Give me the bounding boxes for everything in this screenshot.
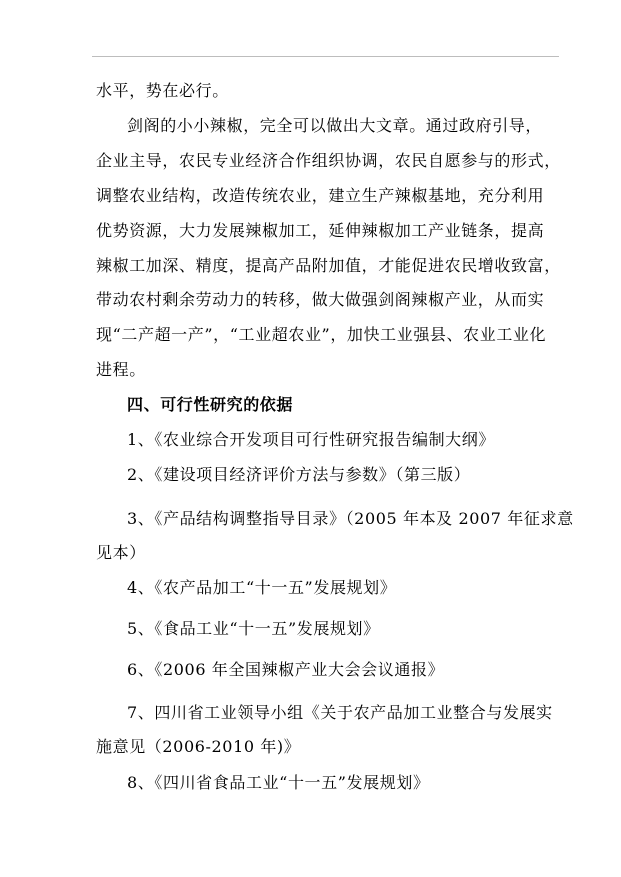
- reference-item-3: 3、《产品结构调整指导目录》（2005 年本及 2007 年征求意: [127, 509, 574, 528]
- paragraph-line: 带动农村剩余劳动力的转移，做大做强剑阁辣椒产业，从而实: [96, 290, 545, 309]
- paragraph-line: 现“二产超一产”，“工业超农业”，加快工业强县、农业工业化: [96, 325, 547, 344]
- reference-item-3-cont: 见本）: [96, 543, 146, 562]
- paragraph-line: 企业主导，农民专业经济合作组织协调，农民自愿参与的形式，: [96, 151, 561, 170]
- paragraph-line: 辣椒工加深、精度，提高产品附加值，才能促进农民增收致富，: [96, 256, 561, 275]
- reference-item-8: 8、《四川省食品工业“十一五”发展规划》: [127, 773, 430, 792]
- paragraph-line: 水平，势在必行。: [96, 81, 229, 100]
- reference-item-6: 6、《2006 年全国辣椒产业大会会议通报》: [127, 660, 445, 679]
- reference-item-7-cont: 施意见（2006-2010 年)》: [96, 737, 301, 756]
- paragraph-line: 调整农业结构，改造传统农业，建立生产辣椒基地，充分利用: [96, 186, 545, 205]
- reference-item-5: 5、《食品工业“十一五”发展规划》: [127, 619, 380, 638]
- paragraph-line: 剑阁的小小辣椒，完全可以做出大文章。通过政府引导，: [127, 116, 543, 135]
- reference-item-1: 1、《农业综合开发项目可行性研究报告编制大纲》: [127, 430, 495, 449]
- reference-item-7: 7、四川省工业领导小组《关于农产品加工业整合与发展实: [127, 703, 553, 722]
- section-heading: 四、可行性研究的依据: [127, 395, 294, 414]
- header-rule: [92, 56, 559, 57]
- paragraph-line: 进程。: [96, 360, 146, 379]
- reference-item-2: 2、《建设项目经济评价方法与参数》（第三版）: [127, 465, 471, 484]
- reference-item-4: 4、《农产品加工“十一五”发展规划》: [127, 578, 397, 597]
- paragraph-line: 优势资源，大力发展辣椒加工，延伸辣椒加工产业链条，提高: [96, 221, 545, 240]
